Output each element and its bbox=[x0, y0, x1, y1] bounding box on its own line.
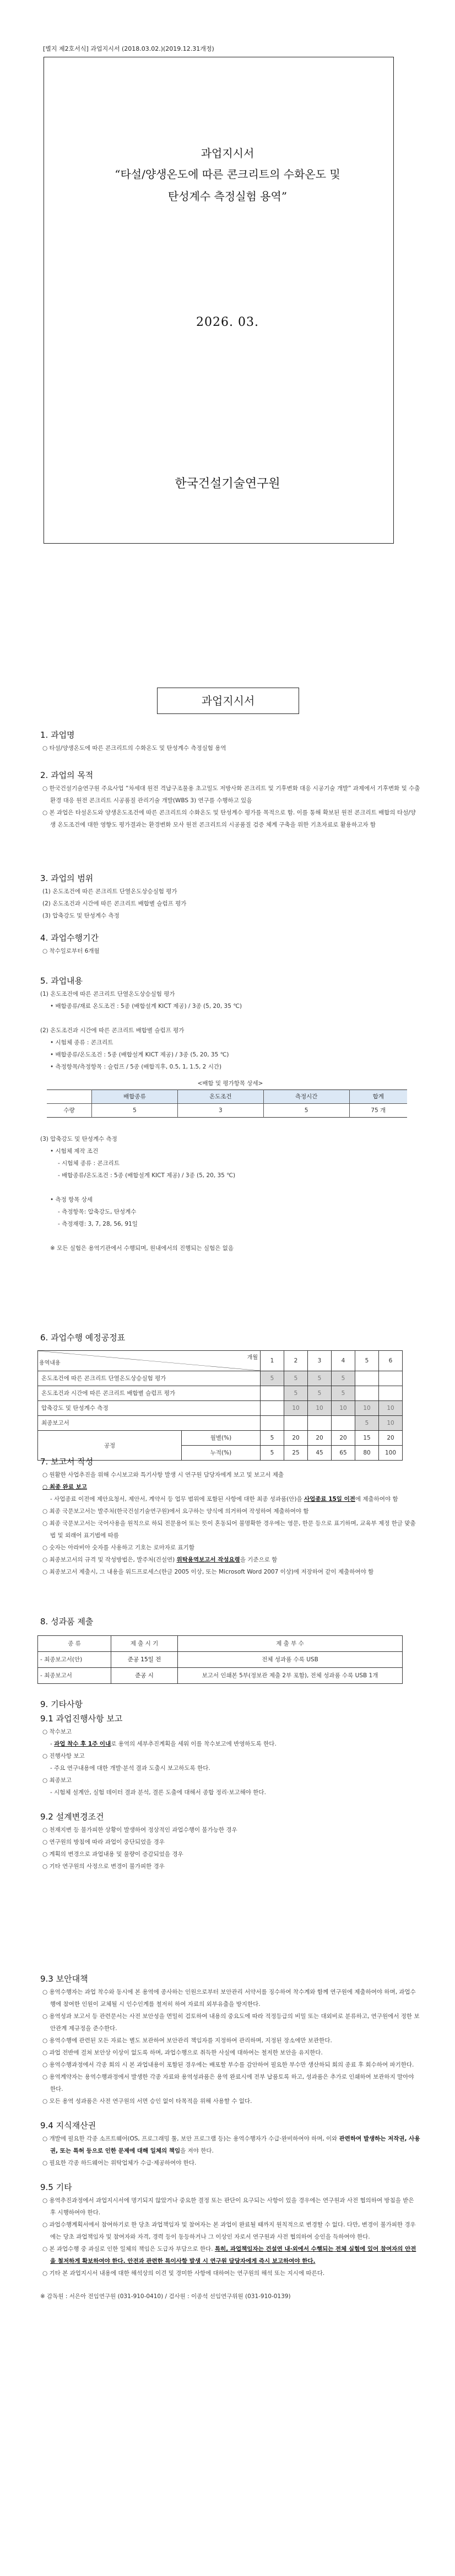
subsection-title: (3) 압축강도 및 탄성계수 측정 bbox=[40, 1136, 117, 1142]
list-item: ○ 착수일로부터 6개월 bbox=[42, 948, 100, 954]
month-header: 1 bbox=[261, 1351, 284, 1371]
cumulative-value: 5 bbox=[261, 1446, 284, 1461]
section-heading: 5. 과업내용 bbox=[40, 976, 83, 986]
cover-organization: 한국건설기술연구원 bbox=[175, 477, 280, 491]
section-heading: 7. 보고서 작성 bbox=[40, 1457, 94, 1467]
list-item: (2) 온도조건과 시간에 따른 콘크리트 배합별 슬럼프 평가 bbox=[42, 900, 187, 907]
table-row bbox=[38, 1652, 403, 1668]
table-header: 제 출 부 수 bbox=[178, 1636, 403, 1652]
table-cell: - 최종보고서(안) bbox=[38, 1652, 111, 1668]
cumulative-value: 25 bbox=[284, 1446, 308, 1461]
list-item: ○ 용역성과 보고서 등 관련문서는 사전 보안성을 면밀히 검토하여 내용의 중요도에 따라 적정등급의 비밀 또는 대외비로 분류하고, 연구원에서 정한 보안관계 제규정을 준수한다. bbox=[42, 2013, 420, 2032]
list-item: ○ 본 과업은 타설온도와 양생온도조건에 따른 콘크리트의 수화온도 및 탄성계수 평가를 목적으로 함. 이를 통해 확보된 원전 콘크리트 배합의 타설/양생 온도조건에 대한 영향도 평가결과는 환경변화 모사 원전 콘크리트의 시공품질 검증 체계 구축을 위한 기초자료로 활용하고자 함 bbox=[42, 809, 416, 828]
table-header: 온도조건 bbox=[177, 1090, 263, 1104]
section-7 bbox=[40, 1455, 420, 1578]
month-header: 3 bbox=[308, 1351, 332, 1371]
table-header: 종 류 bbox=[38, 1636, 111, 1652]
schedule-cell: 5 bbox=[332, 1371, 355, 1386]
list-item: ○ 진행사항 보고 bbox=[42, 1753, 85, 1759]
dash-item: - 주요 연구내용에 대한 개발·분석 결과 도출시 보고하도록 한다. bbox=[50, 1765, 210, 1772]
text: ○ 최종보고서의 규격 및 작성방법은, 발주처(건설연) bbox=[42, 1557, 177, 1563]
mix-table bbox=[47, 1090, 407, 1118]
schedule-cell: 10 bbox=[379, 1401, 403, 1416]
list-item: ○ 타설/양생온도에 따른 콘크리트의 수화온도 및 탄성계수 측정실험 용역 bbox=[42, 745, 226, 752]
task-name: 온도조건과 시간에 따른 콘크리트 배합별 슬럼프 평가 bbox=[38, 1386, 261, 1401]
bullet-item: • 배합종류/재료 온도조건 : 5종 (배합설계 KICT 제공) / 3종 (5, 20, 35 ℃) bbox=[50, 1003, 242, 1010]
list-item: ○ 기타 본 과업지시서 내용에 대한 해석상의 이견 및 경미한 사항에 대하여는 연구원의 해석 또는 지시에 따른다. bbox=[42, 2270, 325, 2277]
dash-item: - 과업 착수 후 1주 이내로 용역의 세부추진계획을 세워 이를 착수보고에 반영하도록 한다. bbox=[50, 1741, 277, 1747]
cover-frame bbox=[44, 57, 394, 544]
bullet-item: • 배합종류/온도조건 : 5종 (배합설계 KICT 제공) / 3종 (5, 20, 35 ℃) bbox=[50, 1051, 229, 1058]
text: 을 기준으로 함 bbox=[240, 1557, 278, 1563]
dash-item bbox=[40, 1493, 420, 1505]
section-heading: 6. 과업수행 예정공정표 bbox=[40, 1333, 126, 1343]
cumulative-value: 65 bbox=[332, 1446, 355, 1461]
process-label: 공정 bbox=[38, 1431, 182, 1461]
list-item: ○ 용역계약자는 용역수행과정에서 발생한 각종 자료와 용역성과품은 용역 완료시에 전부 납품토록 하고, 성과품은 추가로 인쇄하여 보관하지 말아야 한다. bbox=[42, 2074, 414, 2092]
section-3 bbox=[40, 871, 420, 922]
section-8 bbox=[40, 1614, 420, 1684]
list-item: ○ 용역수행과정에서 각종 회의 시 본 과업내용이 포함된 경우에는 배포할 부수를 감안하여 필요한 부수만 생산하되 회의 종료 후 회수하여 파기한다. bbox=[42, 2062, 414, 2068]
table-header bbox=[47, 1090, 92, 1104]
monthly-value: 20 bbox=[284, 1431, 308, 1446]
text: ○ 개발에 필요한 각종 소프트웨어(OS, 프로그래밍 툴, 보안 프로그램 등)는 용역수행자가 수급·완비하여야 하며, 이와 bbox=[42, 2135, 339, 2142]
list-item: ○ 용역추진과정에서 과업지시서에 명기되지 않았거나 중요한 결정 또는 판단이 요구되는 사항이 있을 경우에는 연구원과 사전 협의하여 방침을 받은 후 시행하여야 한다. bbox=[42, 2197, 414, 2216]
schedule-task-row bbox=[38, 1401, 403, 1416]
section-2 bbox=[40, 768, 420, 831]
section-9 bbox=[40, 1697, 420, 1872]
cumulative-value: 100 bbox=[379, 1446, 403, 1461]
monthly-row bbox=[38, 1431, 403, 1446]
table-header: 배합종류 bbox=[92, 1090, 178, 1104]
schedule-task-row bbox=[38, 1416, 403, 1431]
section-heading: 4. 과업수행기간 bbox=[40, 933, 99, 943]
schedule-cell bbox=[284, 1416, 308, 1431]
schedule-cell: 10 bbox=[379, 1416, 403, 1431]
table-cell: 준공 시 bbox=[111, 1668, 178, 1684]
schedule-corner bbox=[38, 1351, 261, 1371]
table-cell: 전체 성과품 수록 USB bbox=[178, 1652, 403, 1668]
list-item: (3) 압축강도 및 탄성계수 측정 bbox=[42, 913, 120, 919]
text: - 사업종료 이전에 제안요청서, 제안서, 계약서 등 업무 범위에 포함된 사항에 대한 최종 성과품(안)을 bbox=[50, 1496, 304, 1502]
table-header: 측정시간 bbox=[263, 1090, 349, 1104]
schedule-cell: 5 bbox=[284, 1371, 308, 1386]
subsection-heading: 9.1 과업진행사항 보고 bbox=[40, 1714, 123, 1724]
list-item: ○ 과업수행계획서에서 참여하기로 한 당초 과업책임자 및 참여자는 본 과업이 완료될 때까지 원칙적으로 변경할 수 없다. 다만, 변경이 불가피한 경우에는 당초 과업책임자 및 참여자와 자격, 경력 등이 동등하거나 그 이상인 자로서 연구원과 사전 협의하여 승인을 득하여야 한다. bbox=[42, 2221, 416, 2240]
monthly-value: 5 bbox=[261, 1431, 284, 1446]
dash-item: - 시험체 설계안, 실험 데이터 결과 분석, 결론 도출에 대해서 종합 정리·보고해야 한다. bbox=[50, 1789, 266, 1796]
section-heading: 9. 기타사항 bbox=[40, 1699, 83, 1709]
month-header: 5 bbox=[355, 1351, 379, 1371]
section-1 bbox=[40, 728, 420, 754]
schedule-cell: 10 bbox=[355, 1401, 379, 1416]
subsection-title: (1) 온도조건에 따른 콘크리트 단열온도상승실험 평가 bbox=[40, 991, 175, 997]
schedule-task-row bbox=[38, 1371, 403, 1386]
dash-item: - 측정항목: 압축강도, 탄성계수 bbox=[58, 1209, 137, 1215]
schedule-cell: 5 bbox=[261, 1371, 284, 1386]
dash-item: - 시험체 종류 : 콘크리트 bbox=[58, 1160, 120, 1167]
liability-emphasis: 관련하여 발생하는 저작권, 사용권, 또는 특허 등으로 인한 문제에 대해 일체의 책임 bbox=[50, 2135, 420, 2154]
dash-item: - 배합종류/온도조건 : 5종 (배합설계 KICT 제공) / 3종 (5, 20, 35 ℃) bbox=[58, 1172, 236, 1179]
cumulative-value: 45 bbox=[308, 1446, 332, 1461]
table-cell: - 최종보고서 bbox=[38, 1668, 111, 1684]
list-item: ○ 모든 용역 성과품은 사전 연구원의 서면 승인 없이 타목적을 위해 사용할 수 없다. bbox=[42, 2098, 252, 2105]
section-heading: 8. 성과품 제출 bbox=[40, 1617, 94, 1627]
text: ○ 본 과업수행 중 과실로 인한 일체의 책임은 도급자 부담으로 한다. bbox=[42, 2246, 215, 2252]
table-header: 제 출 시 기 bbox=[111, 1636, 178, 1652]
schedule-cell: 5 bbox=[332, 1386, 355, 1401]
list-item: ○ 최종보고서 제출시, 그 내용을 워드프로세스(한글 2005 이상, 또는 Microsoft Word 2007 이상)에 저장하여 같이 제출하여야 함 bbox=[42, 1569, 374, 1575]
contact-note: ※ 감독원 : 서은아 전임연구원 (031-910-0410) / 검사원 : 이종석 선임연구위원 (031-910-0139) bbox=[40, 2293, 291, 2300]
list-item: ○ 과업 전반에 걸쳐 보안상 이상이 없도록 하며, 과업수행으로 취득한 사실에 대하여는 철저한 보안을 유지한다. bbox=[42, 2049, 323, 2056]
cover-date: 2026. 03. bbox=[196, 315, 259, 329]
diagonal-line bbox=[38, 1351, 260, 1371]
monthly-value: 20 bbox=[332, 1431, 355, 1446]
bullet-item: • 측정 항목 상세 bbox=[50, 1196, 93, 1203]
subsection-title: (2) 온도조건과 시간에 따른 콘크리트 배합별 슬럼프 평가 bbox=[40, 1027, 185, 1034]
schedule-cell: 5 bbox=[284, 1386, 308, 1401]
corner-task-label: 용역내용 bbox=[39, 1360, 61, 1366]
schedule-cell: 5 bbox=[308, 1371, 332, 1386]
deadline-emphasis: 사업종료 15일 이전 bbox=[304, 1496, 355, 1502]
section-9-3 bbox=[40, 1972, 420, 2303]
schedule-task-row bbox=[38, 1386, 403, 1401]
list-item bbox=[40, 1554, 420, 1566]
subsection-heading: 9.4 지식재산권 bbox=[40, 2121, 96, 2130]
schedule-cell: 10 bbox=[284, 1401, 308, 1416]
table-header: 합계 bbox=[349, 1090, 407, 1104]
safety-emphasis: 특히, 과업책임자는 건설연 내·외에서 수행되는 전체 실험에 있어 참여자의 안전을 철저하게 확보하여야 한다. 안전과 관련한 특이사항 발생 시 연구원 담당자에게 즉시 보고하여야 한다. bbox=[50, 2246, 416, 2264]
list-item: ○ 최종 국문보고서는 국어사용을 원칙으로 하되 전문용어 또는 뜻이 혼동되어 불명확한 경우에는 영문, 한문 등으로 표기하며, 교육부 제정 한글 맞춤법 및 외래어 표기법에 따름 bbox=[42, 1520, 416, 1539]
list-item: ○ 숫자는 아라비아 숫자를 사용하고 기호는 로마자로 표기함 bbox=[42, 1544, 194, 1551]
schedule-cell bbox=[379, 1386, 403, 1401]
table-cell: 수량 bbox=[63, 1107, 75, 1114]
deadline-emphasis: 과업 착수 후 1주 이내 bbox=[54, 1741, 111, 1747]
schedule-cell: 10 bbox=[308, 1401, 332, 1416]
section-heading: 3. 과업의 범위 bbox=[40, 873, 94, 883]
schedule-cell: 10 bbox=[332, 1401, 355, 1416]
subsection-heading: 9.3 보안대책 bbox=[40, 1974, 88, 1984]
list-item: ○ 계획의 변경으로 과업내용 및 물량이 증감되었을 경우 bbox=[42, 1851, 183, 1858]
form-label: [별지 제2호서식] 과업지시서 (2018.03.02.)(2019.12.31개정) bbox=[43, 45, 214, 52]
schedule-cell bbox=[379, 1371, 403, 1386]
table-cell: 5 bbox=[263, 1104, 349, 1118]
subsection-heading: 9.5 기타 bbox=[40, 2182, 72, 2192]
cumulative-value: 80 bbox=[355, 1446, 379, 1461]
bullet-item: • 측정항목/측정항목 : 슬럼프 / 5종 (배합직후, 0.5, 1, 1.5, 2 시간) bbox=[50, 1064, 222, 1070]
list-item bbox=[40, 2243, 420, 2267]
schedule-cell bbox=[261, 1416, 284, 1431]
list-item: ○ 필요한 각종 하드웨어는 위탁업체가 수급·제공하여야 한다. bbox=[42, 2160, 197, 2166]
guideline-emphasis: 위탁용역보고서 작성요령 bbox=[176, 1557, 240, 1563]
dash-item: - 측정재령: 3, 7, 28, 56, 91일 bbox=[58, 1221, 138, 1227]
task-name: 압축강도 및 탄성계수 측정 bbox=[38, 1401, 261, 1416]
schedule-cell bbox=[308, 1416, 332, 1431]
list-item: ○ 원활한 사업추진을 위해 수시보고와 특기사항 발생 시 연구원 담당자에게 보고 및 보고서 제출 bbox=[42, 1472, 284, 1478]
list-item: ○ 최종 완료 보고 bbox=[42, 1484, 87, 1490]
schedule-cell bbox=[355, 1386, 379, 1401]
table-cell: 3 bbox=[177, 1104, 263, 1118]
schedule-cell: 5 bbox=[355, 1416, 379, 1431]
schedule-header-row bbox=[38, 1351, 403, 1371]
section-6 bbox=[40, 1330, 420, 1461]
table-caption: <배합 및 평가항목 상세> bbox=[197, 1080, 263, 1087]
table-cell: 보고서 인쇄본 5부(정보관 제출 2부 포함), 전체 성과품 수록 USB 1개 bbox=[178, 1668, 403, 1684]
deliverables-table bbox=[37, 1635, 403, 1684]
list-item bbox=[40, 2133, 420, 2157]
section-heading: 2. 과업의 목적 bbox=[40, 770, 94, 780]
list-item: ○ 용역수행자는 과업 착수와 동시에 본 용역에 종사하는 인원으로부터 보안관리 서약서를 징수하여 착수계와 함께 연구원에 제출하여야 하며, 과업수행에 참여한 인원이 교체될 시 인수인계를 철저히 하여 자료의 외부유출을 방지한다. bbox=[42, 1989, 416, 2008]
cover-subtitle-line2: 탄성계수 측정실험 용역” bbox=[167, 190, 288, 203]
monthly-label: 월별(%) bbox=[182, 1431, 261, 1446]
body-title: 과업지시서 bbox=[157, 688, 299, 714]
cover-title: 과업지시서 bbox=[201, 147, 254, 160]
monthly-value: 20 bbox=[308, 1431, 332, 1446]
schedule-table bbox=[37, 1350, 403, 1461]
table-row bbox=[47, 1104, 407, 1118]
list-item: ○ 한국건설기술연구원 주요사업 “차세대 원전 격납구조물용 초고밀도 저방사화 콘크리트 및 기후변화 대응 시공기술 개발” 과제에서 기후변화 및 수출환경 대응 원전 콘크리트 시공품질 관리기술 개발(WBS 3) 연구를 수행하고 있음 bbox=[42, 785, 420, 804]
cumulative-label: 누적(%) bbox=[182, 1446, 261, 1461]
list-item: ○ 연구원의 방침에 따라 과업이 중단되었을 경우 bbox=[42, 1839, 165, 1845]
subsection-heading: 9.2 설계변경조건 bbox=[40, 1812, 104, 1822]
table-row bbox=[38, 1668, 403, 1684]
list-item: ○ 용역수행에 관련된 모든 자료는 별도 보관하여 보안관리 책임자를 지정하여 관리하며, 지정된 장소에만 보관한다. bbox=[42, 2037, 332, 2044]
month-header: 4 bbox=[332, 1351, 355, 1371]
table-header-row bbox=[38, 1636, 403, 1652]
list-item: (1) 온도조건에 따른 콘크리트 단열온도상승실험 평가 bbox=[42, 888, 177, 895]
schedule-cell bbox=[332, 1416, 355, 1431]
section-5 bbox=[40, 974, 420, 1254]
table-cell: 준공 15일 전 bbox=[111, 1652, 178, 1668]
month-header: 6 bbox=[379, 1351, 403, 1371]
task-name: 온도조건에 따른 콘크리트 단열온도상승실험 평가 bbox=[38, 1371, 261, 1386]
month-header: 2 bbox=[284, 1351, 308, 1371]
list-item: ○ 기타 연구원의 사정으로 변경이 불가피한 경우 bbox=[42, 1863, 165, 1870]
task-name: 최종보고서 bbox=[38, 1416, 261, 1431]
list-item: ○ 최종보고 bbox=[42, 1777, 72, 1784]
table-header-row bbox=[47, 1090, 407, 1104]
corner-month-label: 개월 bbox=[247, 1355, 258, 1361]
section-4 bbox=[40, 931, 420, 957]
schedule-cell bbox=[261, 1401, 284, 1416]
note: ※ 모든 실험은 용역기관에서 수행되며, 원내에서의 진행되는 실험은 없음 bbox=[50, 1245, 234, 1252]
schedule-cell: 5 bbox=[308, 1386, 332, 1401]
monthly-value: 15 bbox=[355, 1431, 379, 1446]
text: 로 용역의 세부추진계획을 세워 이를 착수보고에 반영하도록 한다. bbox=[111, 1741, 277, 1747]
schedule-cell bbox=[261, 1386, 284, 1401]
section-heading: 1. 과업명 bbox=[40, 730, 75, 740]
text: 을 져야 한다. bbox=[180, 2148, 214, 2154]
text: 에 제출하여야 함 bbox=[355, 1496, 398, 1502]
monthly-value: 20 bbox=[379, 1431, 403, 1446]
bullet-item: • 시험체 제작 조건 bbox=[50, 1148, 99, 1155]
list-item: ○ 천재지변 등 불가피한 상황이 발생하여 정상적인 과업수행이 불가능한 경우 bbox=[42, 1827, 237, 1833]
bullet-item: • 시험체 종류 : 콘크리트 bbox=[50, 1039, 113, 1046]
table-cell: 75 개 bbox=[349, 1104, 407, 1118]
list-item: ○ 최종 국문보고서는 발주처(한국건설기술연구원)에서 요구하는 양식에 의거하여 작성하여 제출하여야 함 bbox=[42, 1508, 309, 1515]
cover-subtitle-line1: “타설/양생온도에 따른 콘크리트의 수화온도 및 bbox=[115, 168, 340, 181]
list-item: ○ 착수보고 bbox=[42, 1729, 72, 1735]
table-cell: 5 bbox=[92, 1104, 178, 1118]
schedule-cell bbox=[355, 1371, 379, 1386]
